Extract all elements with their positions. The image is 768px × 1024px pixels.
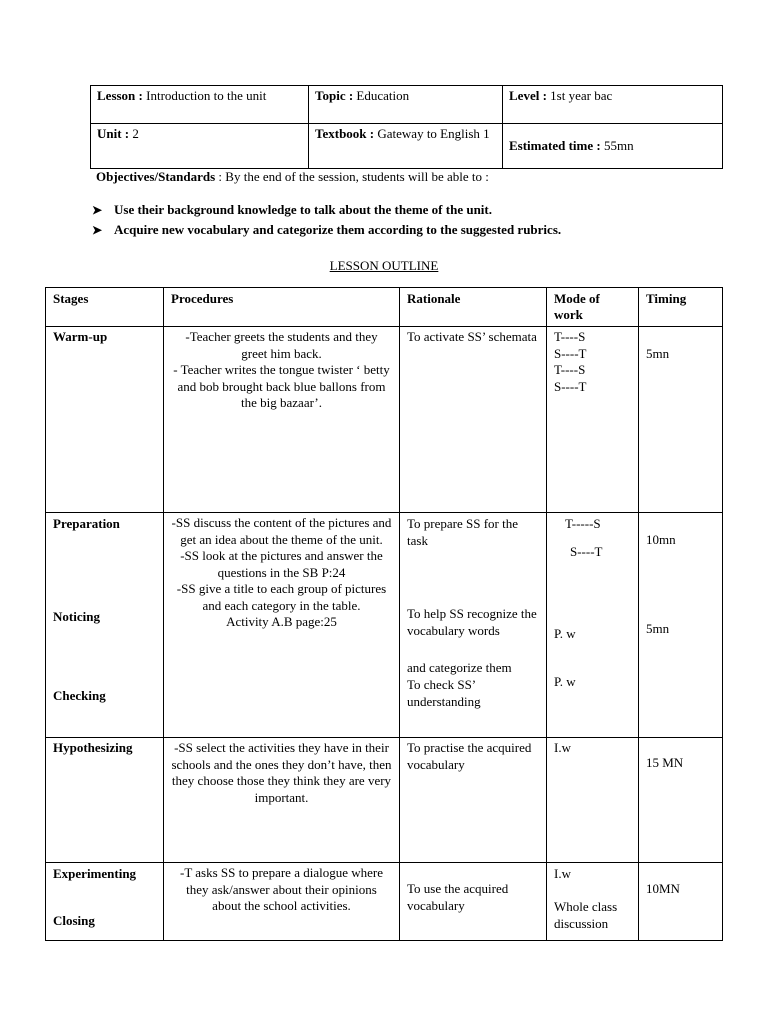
stage-cell	[46, 863, 164, 941]
objective-item	[92, 220, 561, 240]
mode-line: T----S	[554, 362, 586, 377]
time-label: Estimated time :	[509, 138, 601, 153]
stage-label: Experimenting	[53, 866, 137, 881]
procedures-cell: -SS select the activities they have in their schools and the ones they don’t have, then they choose those they think they are very important.	[164, 738, 400, 863]
stage-label: Checking	[53, 688, 106, 703]
table-row-hypothesizing	[46, 738, 723, 863]
rationale-line: and categorize them	[407, 660, 512, 675]
procedure-line: -SS look at the pictures and answer the questions in the SB P:24	[180, 548, 383, 580]
procedure-line: Activity A.B page:25	[226, 614, 337, 629]
mode-cell	[547, 513, 639, 738]
mode-line: T-----S	[565, 516, 601, 531]
topic-label: Topic :	[315, 88, 354, 103]
procedures-cell	[164, 513, 400, 738]
timing-value: 5mn	[646, 346, 670, 361]
mode-line: S----T	[570, 544, 603, 559]
rationale-cell: To practise the acquired vocabulary	[400, 738, 547, 863]
table-row-warmup	[46, 327, 723, 513]
mode-line: I.w	[554, 866, 571, 881]
timing-value: 10MN	[646, 881, 680, 896]
lesson-outline-title: LESSON OUTLINE	[329, 258, 439, 273]
procedures-cell	[164, 327, 400, 513]
procedures-cell: -T asks SS to prepare a dialogue where they ask/answer about their opinions about the school activities.	[164, 863, 400, 941]
lesson-label: Lesson :	[97, 88, 143, 103]
lesson-value: Introduction to the unit	[142, 88, 267, 103]
level-label: Level :	[509, 88, 547, 103]
arrow-bullet-icon: ➤	[92, 203, 103, 217]
objective-text: Use their background knowledge to talk about the theme of the unit.	[114, 202, 492, 217]
objectives-label: Objectives/Standards	[96, 169, 216, 184]
timing-value: 5mn	[646, 621, 670, 636]
topic-value: Education	[353, 88, 410, 103]
mode-cell: I.w	[547, 738, 639, 863]
objectives-line	[96, 169, 489, 185]
textbook-label: Textbook :	[315, 126, 375, 141]
stage-cell: Hypothesizing	[46, 738, 164, 863]
rationale-line: To check SS’ understanding	[407, 677, 481, 709]
unit-value: 2	[129, 126, 139, 141]
stage-label: Preparation	[53, 516, 120, 531]
unit-label: Unit :	[97, 126, 130, 141]
procedure-line: -Teacher greets the students and they greet him back.	[185, 329, 378, 361]
rationale-cell	[400, 513, 547, 738]
timing-cell	[639, 327, 723, 513]
procedure-line: -SS give a title to each group of pictures and each category in the table.	[176, 581, 387, 613]
level-value: 1st year bac	[546, 88, 613, 103]
column-header-procedures: Procedures	[164, 288, 400, 327]
lesson-cell	[91, 86, 309, 124]
rationale-line: To use the acquired vocabulary	[407, 881, 509, 913]
rationale-cell	[400, 863, 547, 941]
stage-cell: Warm-up	[46, 327, 164, 513]
objective-item	[92, 200, 561, 220]
rationale-cell: To activate SS’ schemata	[400, 327, 547, 513]
mode-line: T----S	[554, 329, 586, 344]
stage-label: Noticing	[53, 609, 100, 624]
textbook-cell	[309, 124, 503, 169]
column-header-rationale: Rationale	[400, 288, 547, 327]
arrow-bullet-icon: ➤	[92, 223, 103, 237]
stage-cell	[46, 513, 164, 738]
table-header-row	[46, 288, 723, 327]
rationale-line: To help SS recognize the vocabulary words	[407, 606, 537, 638]
mode-line: Whole class discussion	[554, 899, 618, 931]
mode-cell	[547, 327, 639, 513]
mode-line: P. w	[554, 626, 576, 641]
table-row-experimenting	[46, 863, 723, 941]
objectives-list	[92, 200, 561, 240]
procedure-line: - Teacher writes the tongue twister ‘ betty and bob brought back blue ballons from the big bazaar’.	[173, 362, 390, 410]
timing-cell	[639, 863, 723, 941]
procedure-line: -SS discuss the content of the pictures and get an idea about the theme of the unit.	[171, 515, 392, 547]
timing-cell	[639, 738, 723, 863]
mode-cell	[547, 863, 639, 941]
time-cell	[503, 124, 723, 169]
mode-line: S----T	[554, 345, 587, 361]
topic-cell	[309, 86, 503, 124]
textbook-value: Gateway to English 1	[374, 126, 490, 141]
table-row-preparation	[46, 513, 723, 738]
time-value: 55mn	[600, 138, 634, 153]
column-header-mode: Mode of work	[547, 288, 639, 327]
objectives-intro: : By the end of the session, students will be able to :	[215, 169, 489, 184]
column-header-stages: Stages	[46, 288, 164, 327]
mode-line: P. w	[554, 674, 576, 689]
level-cell	[503, 86, 723, 124]
timing-cell	[639, 513, 723, 738]
unit-cell	[91, 124, 309, 169]
rationale-line: To prepare SS for the task	[407, 516, 519, 548]
lesson-outline-table	[45, 287, 723, 941]
lesson-header-table	[90, 85, 723, 169]
column-header-timing: Timing	[639, 288, 723, 327]
timing-value: 10mn	[646, 532, 676, 547]
mode-line: S----T	[554, 378, 587, 394]
objective-text: Acquire new vocabulary and categorize them according to the suggested rubrics.	[114, 222, 562, 237]
stage-label: Closing	[53, 913, 95, 928]
timing-value: 15 MN	[646, 755, 684, 770]
